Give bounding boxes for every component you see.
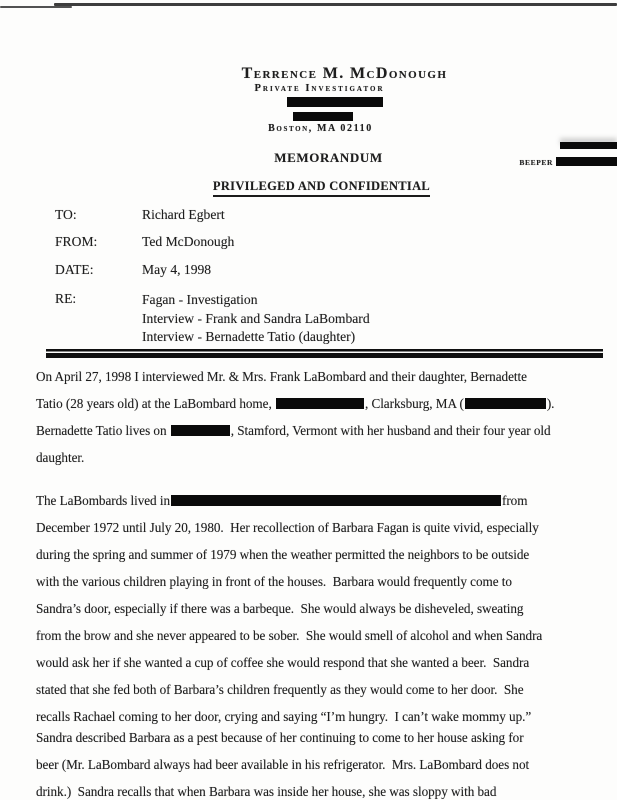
body-text: Sandra described Barbara as a pest because of her continuing to come to her house asking for xyxy=(36,730,524,745)
paragraph xyxy=(36,363,598,471)
meta-label-re: RE: xyxy=(55,291,77,306)
body-line xyxy=(36,568,598,595)
body-line xyxy=(36,622,598,649)
section-divider-rule xyxy=(46,349,603,358)
body-line xyxy=(36,363,598,390)
scan-edge-line xyxy=(54,3,617,6)
redaction-bar-beeper-top xyxy=(560,142,617,149)
body-line xyxy=(36,514,598,541)
redaction-bar-address xyxy=(287,97,383,107)
body-text: daughter. xyxy=(36,450,85,465)
paragraph xyxy=(36,487,598,730)
body-text: drink.) Sandra recalls that when Barbara was inside her house, she was sloppy with bad xyxy=(36,784,497,799)
body-text: stated that she fed both of Barbara’s children frequently as they would come to her door. She xyxy=(36,682,524,697)
letterhead-city: Boston, MA 02110 xyxy=(268,123,373,134)
body-text: beer (Mr. LaBombard always had beer available in his refrigerator. Mrs. LaBombard does not xyxy=(36,757,530,772)
paragraph xyxy=(36,724,598,800)
doc-type-heading: MEMORANDUM xyxy=(274,150,383,165)
body-line xyxy=(36,724,598,751)
beeper-label: BEEPER xyxy=(519,158,553,167)
body-text: Bernadette Tatio lives on xyxy=(36,423,170,438)
re-line-2: Interview - Frank and Sandra LaBombard xyxy=(142,310,370,326)
body-text: from the brow and she never appeared to be sober. She would smell of alcohol and when Sandra xyxy=(36,628,543,643)
redaction-bar-beeper-number xyxy=(556,157,617,166)
redaction-bar-phone xyxy=(293,112,353,121)
body-text: , Stamford, Vermont with her husband and their four year old xyxy=(230,423,551,438)
meta-label-to: TO: xyxy=(55,207,77,222)
body-text: from xyxy=(502,493,528,508)
body-line xyxy=(36,541,598,568)
body-text: ). xyxy=(546,396,555,411)
body-line xyxy=(36,417,598,444)
body-line xyxy=(36,444,598,471)
body-line xyxy=(36,778,598,800)
body-text: Tatio (28 years old) at the LaBombard home, xyxy=(36,396,275,411)
meta-value-date: May 4, 1998 xyxy=(142,262,212,277)
redaction-bar xyxy=(171,425,230,436)
redaction-bar xyxy=(171,495,501,506)
body-line xyxy=(36,390,598,417)
letterhead-name: Terrence M. McDonough xyxy=(241,65,448,82)
body-line xyxy=(36,595,598,622)
body-text: Sandra’s door, especially if there was a barbeque. She would always be disheveled, sweating xyxy=(36,601,524,616)
re-line-3: Interview - Bernadette Tatio (daughter) xyxy=(142,329,356,344)
meta-value-re xyxy=(142,291,370,347)
confidentiality-text: PRIVILEGED AND CONFIDENTIAL xyxy=(213,179,430,197)
body-text: On April 27, 1998 I interviewed Mr. & Mrs. Frank LaBombard and their daughter, Bernadette xyxy=(36,369,527,384)
meta-value-to: Richard Egbert xyxy=(142,207,225,222)
redaction-bar xyxy=(465,398,546,409)
document-body xyxy=(36,363,598,800)
body-line xyxy=(36,649,598,676)
meta-value-from: Ted McDonough xyxy=(142,234,235,249)
body-text: The LaBombards lived in xyxy=(36,493,170,508)
body-line xyxy=(36,751,598,778)
re-line-1: Fagan - Investigation xyxy=(142,292,258,307)
body-line xyxy=(36,676,598,703)
body-text: would ask her if she wanted a cup of coffee she would respond that she wanted a beer. Sandra xyxy=(36,655,530,670)
meta-label-date: DATE: xyxy=(55,262,94,277)
body-line xyxy=(36,487,598,514)
body-text: with the various children playing in front of the houses. Barbara would frequently come to xyxy=(36,574,512,589)
body-text: , Clarksburg, MA ( xyxy=(364,396,464,411)
body-text: December 1972 until July 20, 1980. Her recollection of Barbara Fagan is quite vivid, especially xyxy=(36,520,539,535)
confidentiality-heading xyxy=(13,179,617,197)
body-text: during the spring and summer of 1979 when the weather permitted the neighbors to be outside xyxy=(36,547,530,562)
redaction-bar xyxy=(276,398,364,409)
meta-label-from: FROM: xyxy=(55,234,98,249)
letterhead-title: Private Investigator xyxy=(254,83,385,94)
scan-edge-line-left xyxy=(0,6,72,8)
body-text: recalls Rachael coming to her door, crying and saying “I’m hungry. I can’t wake mommy up.” xyxy=(36,709,532,724)
